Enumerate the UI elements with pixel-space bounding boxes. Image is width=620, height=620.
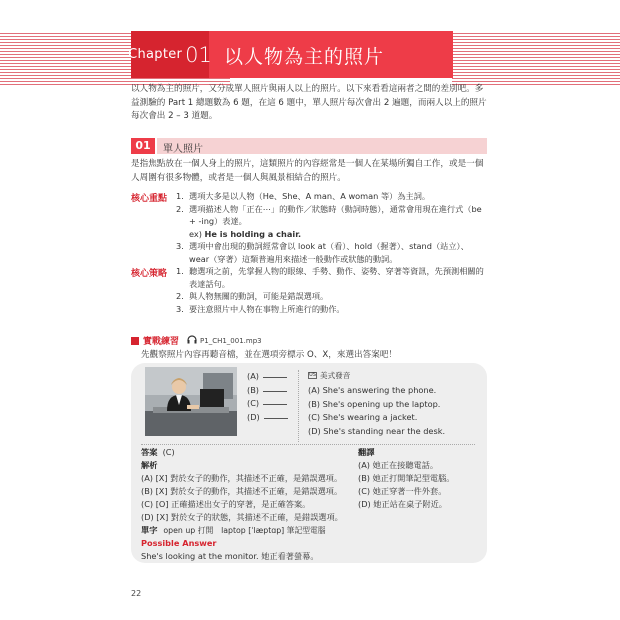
practice-header — [131, 334, 262, 347]
section-number: 01 — [131, 138, 155, 154]
possible-answer-text: She's looking at the monitor. 她正看著螢幕。 — [141, 551, 319, 561]
section-title: 單人照片 — [163, 144, 203, 155]
answer-label: 答案 — [141, 447, 158, 457]
explanation-label: 解析 — [141, 460, 158, 470]
translation-label: 翻譯 — [358, 447, 375, 457]
option-item: (B) She's opening up the laptop. — [308, 398, 441, 409]
headphone-icon — [187, 335, 197, 347]
office-photo — [145, 367, 237, 436]
key-points-label: 核心重點 — [131, 194, 168, 204]
intro-paragraph: 以人物為主的照片，又分成單人照片與兩人以上的照片。以下來看看這兩者之間的差別吧。多益測驗的 Part 1 總題數為 6 題，在這 6 題中，單人照片每次會出 2 遍題，而兩人以上的照片每次會出 2 – 3 道題。 — [131, 84, 487, 121]
explanation-item: (B) [X] 對於女子的動作，其描述不正確，是錯誤選項。 — [141, 486, 343, 496]
section-heading — [131, 138, 487, 154]
section-title-background — [157, 138, 487, 154]
list-item: 2. 與人物無關的動詞，可能是錯誤選項。 — [176, 291, 329, 302]
audio-filename: P1_CH1_001.mp3 — [200, 336, 262, 345]
dotted-divider-horizontal — [141, 444, 475, 445]
option-item: (C) She's wearing a jacket. — [308, 412, 418, 422]
possible-answer-label: Possible Answer — [141, 538, 217, 548]
vocab-label: 單字 — [141, 525, 158, 535]
chapter-number: 01 — [185, 42, 212, 67]
translation-section — [358, 446, 486, 511]
answer-blanks — [247, 370, 288, 424]
accent-tag — [308, 370, 350, 381]
blank-row[interactable]: (B) — [247, 384, 288, 398]
translation-item: (C) 她正穿著一件外套。 — [358, 486, 447, 496]
answer-value: (C) — [162, 447, 175, 457]
strategies-list — [176, 265, 488, 315]
options-list — [308, 384, 445, 438]
blank-row[interactable]: (D) — [247, 411, 288, 425]
accent-label: 美式發音 — [320, 371, 351, 380]
list-item: 1. 聽選項之前，先掌握人物的眼線、手勢、動作、姿勢、穿著等資訊，先預測相關的表達話句。 — [176, 266, 484, 289]
blank-row[interactable]: (C) — [247, 397, 288, 411]
blank-row[interactable]: (A) — [247, 370, 288, 384]
section-description: 是指焦點放在一個人身上的照片，這類照片的內容經常是一個人在某場所獨自工作，或是一個人周圍有很多物體，或者是一個人與風景相結合的照片。 — [131, 159, 484, 183]
strategies-label: 核心策略 — [131, 269, 168, 279]
explanation-item: (C) [O] 正確描述出女子的穿著，是正確答案。 — [141, 499, 311, 509]
translation-item: (D) 她正站在桌子附近。 — [358, 499, 447, 509]
practice-label: 實戰練習 — [143, 337, 180, 347]
list-item: 1. 選項大多是以人物（He、She、A man、A woman 等）為主詞。 — [176, 191, 431, 201]
answer-section — [141, 446, 356, 563]
translation-item: (B) 她正打開筆記型電腦。 — [358, 473, 455, 483]
translation-item: (A) 她正在接聽電話。 — [358, 460, 439, 470]
example-line: ex) He is holding a chair. — [189, 228, 302, 239]
list-item: 2. 選項描述人物「正在⋯」的動作／狀態時（動詞時態），通常會用現在進行式（be + -ing）表達。 — [176, 203, 482, 227]
vocab-row — [141, 524, 356, 537]
chapter-title: 以人物為主的照片 — [224, 46, 385, 68]
list-item: 3. 選項中會出現的動詞經常會以 look at（看）、hold（握著）、stand（站立）、wear（穿著）這類普遍用來描述一般動作或狀態的動詞。 — [176, 241, 469, 264]
header-stripes-right — [452, 33, 620, 85]
list-item: 3. 要注意照片中人物在事物上所進行的動作。 — [176, 303, 345, 314]
square-icon — [131, 337, 139, 345]
explanation-item: (A) [X] 對於女子的動作，其描述不正確，是錯誤選項。 — [141, 473, 343, 483]
page-number: 22 — [131, 589, 142, 598]
explanation-item: (D) [X] 對於女子的狀態，其描述不正確，是錯誤選項。 — [141, 512, 343, 522]
chapter-word: Chapter — [128, 47, 183, 62]
chapter-label — [128, 31, 212, 78]
practice-instruction: 先觀察照片內容再聽音檔，並在選項旁標示 O、X，來選出答案吧！ — [141, 350, 398, 360]
vocab-text: open up 打開 laptop [ˈlæptɑp] 筆記型電腦 — [163, 526, 326, 535]
answer-row — [141, 446, 356, 459]
flag-icon: US — [309, 372, 316, 378]
option-item: (D) She's standing near the desk. — [308, 425, 446, 436]
option-item: (A) She's answering the phone. — [308, 385, 437, 395]
dotted-divider-vertical — [298, 370, 299, 442]
key-points-list — [176, 190, 488, 266]
